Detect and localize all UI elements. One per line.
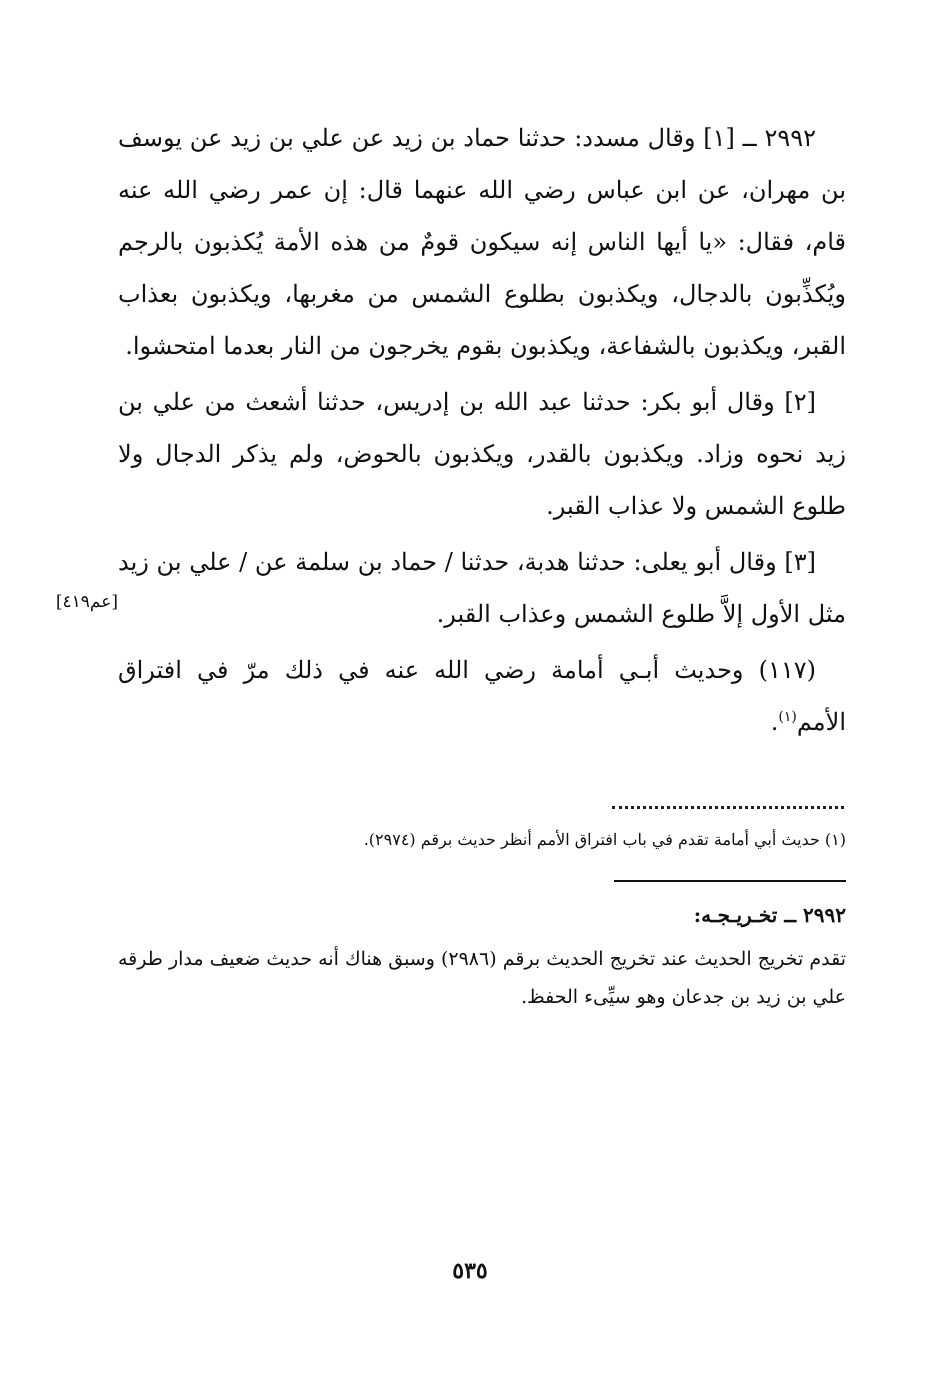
footnote-dotted-divider	[612, 806, 844, 809]
footnote: (١) حديث أبي أمامة تقدم في باب افتراق الأمم أنظر حديث برقم (٢٩٧٤).	[363, 830, 846, 849]
footnote-ref-marker: (١)	[778, 709, 797, 725]
takhrij-divider	[614, 880, 846, 882]
hadith-paragraph-4-text: (١١٧) وحديث أبـي أمامة رضي الله عنه في ذلك مرّ في افتراق الأمم	[118, 656, 846, 736]
hadith-paragraph-1: ٢٩٩٢ ــ [١] وقال مسدد: حدثنا حماد بن زيد عن علي بن زيد عن يوسف بن مهران، عن ابن عباس رضي الله عنهما قال: إن عمر رضي الله عنه قام، فقال: «يا أيها الناس إنه سيكون قومٌ من هذه الأمة يُكذبون بالرجم ويُكذِّبون بالدجال، ويكذبون بطلوع الشمس من مغربها، ويكذبون بعذاب القبر، ويكذبون بالشفاعة، ويكذبون بقوم يخرجون من النار بعدما امتحشوا.	[118, 124, 847, 360]
hadith-paragraph-2: [٢] وقال أبو بكر: حدثنا عبد الله بن إدريس، حدثنا أشعث من علي بن زيد نحوه وزاد. ويكذبون بالقدر، ويكذبون بالحوض، ولم يذكر الدجال ولا طلوع الشمس ولا عذاب القبر.	[118, 388, 846, 520]
main-text	[118, 112, 846, 752]
takhrij-body: تقدم تخريج الحديث عند تخريج الحديث برقم (٢٩٨٦) وسبق هناك أنه حديث ضعيف مدار طرقه علي بن زيد بن جدعان وهو سيِّىء الحفظ.	[118, 948, 846, 1008]
takhrij-heading: ٢٩٩٢ ــ تخـريـجـه:	[693, 903, 846, 927]
manuscript-margin-reference: [عم٤١٩]	[55, 592, 118, 612]
takhrij-section	[118, 896, 846, 1016]
page-number: ٥٣٥	[452, 1258, 488, 1284]
hadith-paragraph-3: [٣] وقال أبو يعلى: حدثنا هدبة، حدثنا / حماد بن سلمة عن / علي بن زيد مثل الأول إلاَّ طلوع الشمس وعذاب القبر.	[118, 548, 846, 628]
hadith-paragraph-4-end: .	[770, 708, 779, 736]
hadith-paragraph-4	[118, 644, 846, 748]
